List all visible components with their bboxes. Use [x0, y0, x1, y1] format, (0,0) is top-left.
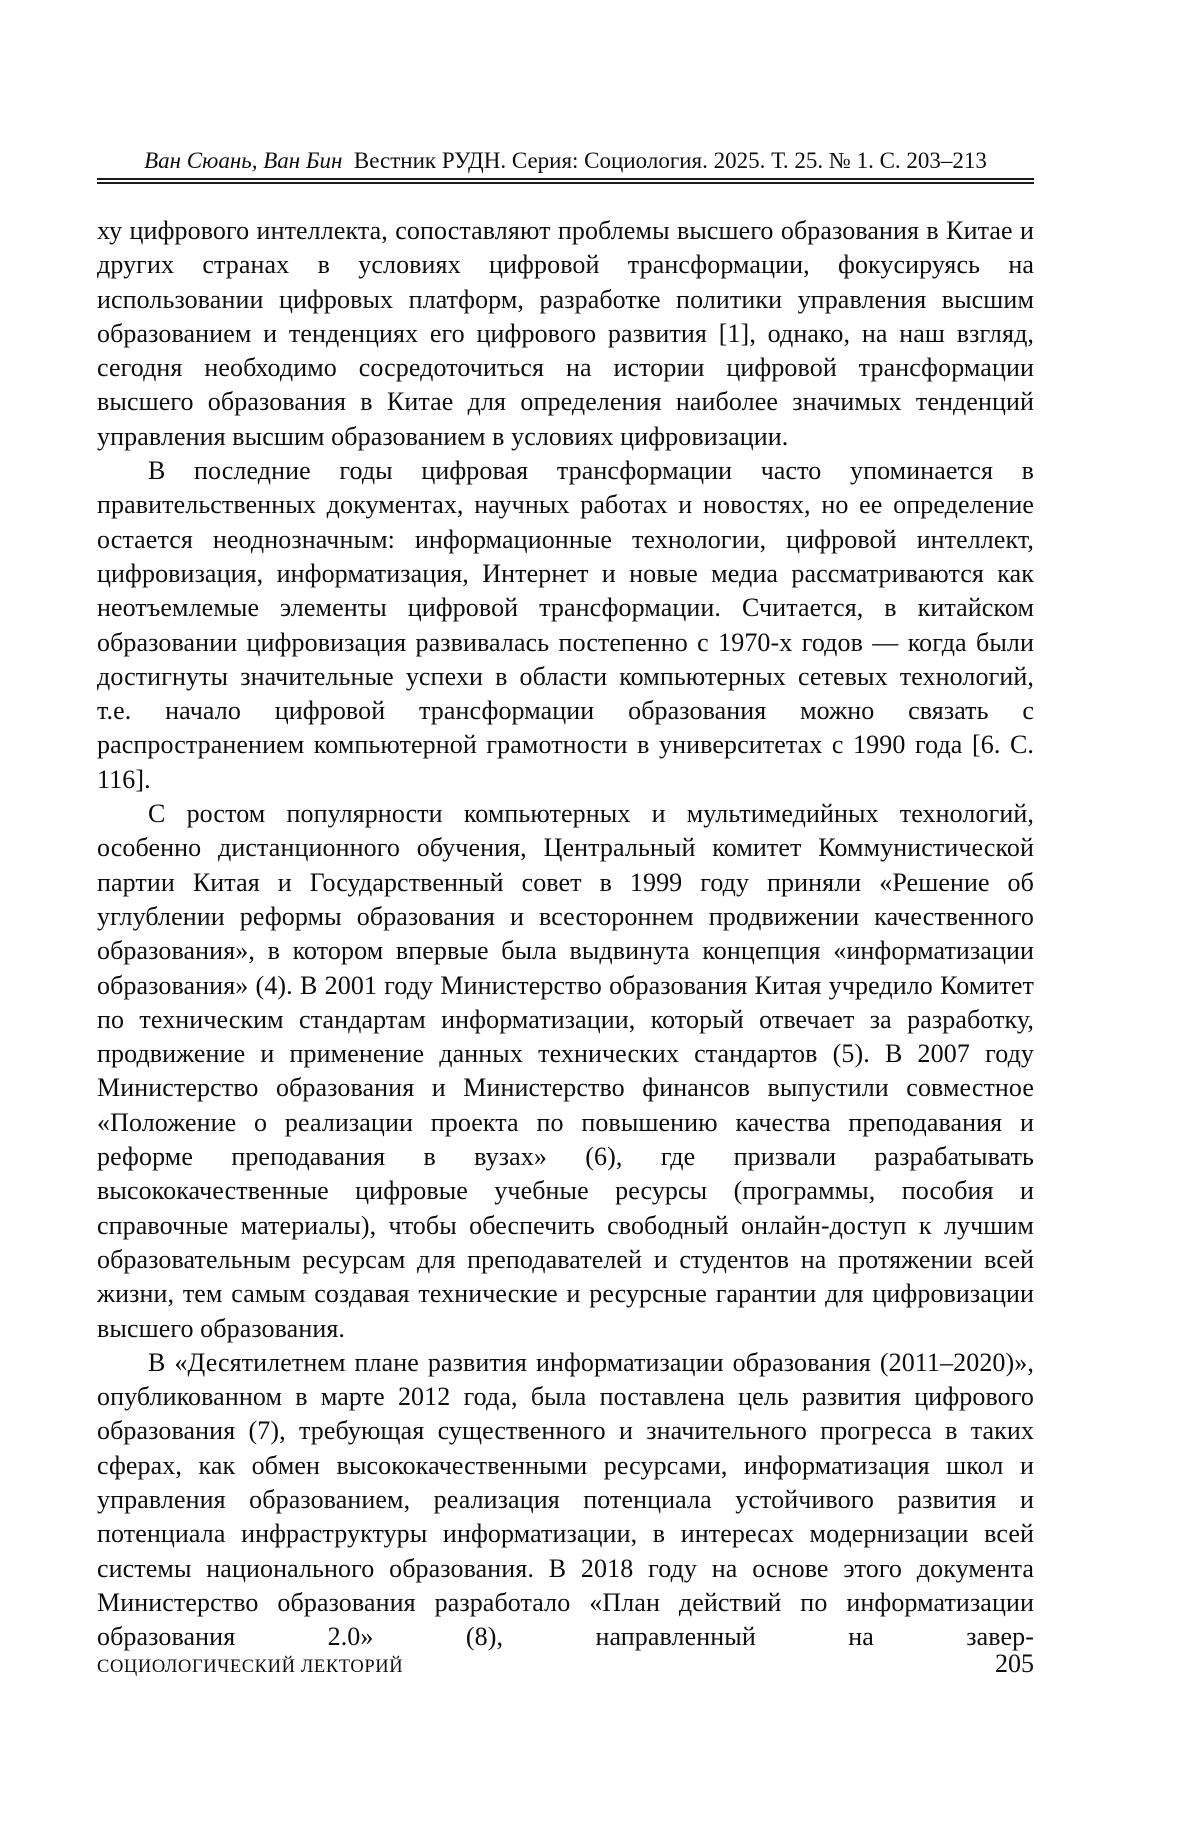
body-paragraph-3: С ростом популярности компьютерных и мультимедийных технологий, особенно дистанционного обучения, Центральный комитет Коммунистической партии Китая и Государственный совет в 1999 году приняли «Решение об углублении реформы образования и всестороннем продвижении качественного образования», в котором впервые была выдвинута концепция «информатизации образования» (4). В 2001 году Министерство образования Китая учредило Комитет по техническим стандартам информатизации, который отвечает за разработку, продвижение и применение данных технических стандартов (5). В 2007 году Министерство образования и Министерство финансов выпустили совместное «Положение о реализации проекта по повышению качества преподавания и реформе преподавания в вузах» (6), где призвали разрабатывать высококачественные цифровые учебные ресурсы (программы, пособия и справочные материалы), чтобы обеспечить свободный онлайн-доступ к лучшим образовательным ресурсам для преподавателей и студентов на протяжении всей жизни, тем самым создавая технические и ресурсные гарантии для цифровизации высшего образования. — [97, 799, 1034, 1343]
article-body — [97, 214, 1034, 1654]
header-double-rule — [97, 178, 1034, 184]
running-head — [97, 147, 1034, 175]
page-number: 205 — [995, 1649, 1034, 1678]
running-head-journal-ref: Вестник РУДН. Серия: Социология. 2025. Т. 25. № 1. С. 203–213 — [348, 148, 987, 173]
body-paragraph-2: В последние годы цифровая трансформации часто упоминается в правительственных документах, научных работах и новостях, но ее определение остается неоднозначным: информационные технологии, цифровой интеллект, цифровизация, информатизация, Интернет и новые медиа рассматриваются как неотъемлемые элементы цифровой трансформации. Считается, в китайском образовании цифровизация развивалась постепенно с 1970-х годов — когда были достигнуты значительные успехи в области компьютерных сетевых технологий, т.е. начало цифровой трансформации образования можно связать с распространением компьютерной грамотности в университетах с 1990 года [6. С. 116]. — [97, 456, 1034, 794]
running-head-authors: Ван Сюань, Ван Бин — [144, 148, 343, 173]
footer-section-label: СОЦИОЛОГИЧЕСКИЙ ЛЕКТОРИЙ — [97, 1657, 404, 1677]
body-paragraph-4: В «Десятилетнем плане развития информатизации образования (2011–2020)», опубликованном в марте 2012 года, была поставлена цель развития цифрового образования (7), требующая существенного и значительного прогресса в таких сферах, как обмен высококачественными ресурсами, информатизация школ и управления образованием, реализация потенциала устойчивого развития и потенциала инфраструктуры информатизации, в интересах модернизации всей системы национального образования. В 2018 году на основе этого документа Министерство образования разработало «План действий по информатизации образования 2.0» (8), направленный на завер- — [97, 1347, 1034, 1652]
page-footer — [97, 1649, 1034, 1679]
body-paragraph-1: ху цифрового интеллекта, сопоставляют проблемы высшего образования в Китае и других странах в условиях цифровой трансформации, фокусируясь на использовании цифровых платформ, разработке политики управления высшим образованием и тенденциях его цифрового развития [1], однако, на наш взгляд, сегодня необходимо сосредоточиться на истории цифровой трансформации высшего образования в Китае для определения наиболее значимых тенденций управления высшим образованием в условиях цифровизации. — [97, 216, 1034, 451]
